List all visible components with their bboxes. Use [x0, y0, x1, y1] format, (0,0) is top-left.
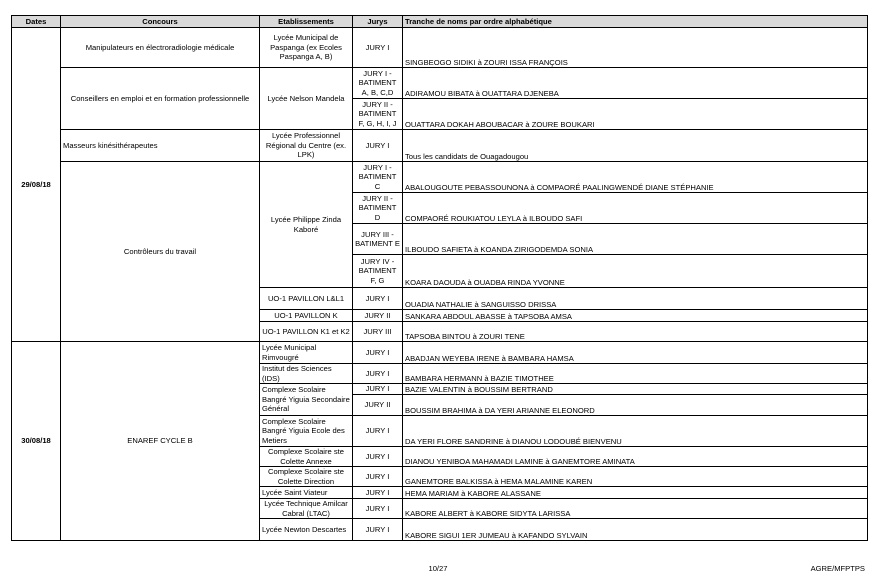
cell-jury: JURY II - BATIMENT D [353, 193, 403, 224]
header-row [12, 16, 868, 28]
cell-etablissement: Lycée Saint Viateur [260, 487, 353, 499]
cell-jury: JURY I [353, 28, 403, 68]
cell-tranche: KABORE SIGUI 1ER JUMEAU à KAFANDO SYLVAIN [403, 519, 868, 541]
cell-tranche: COMPAORÉ ROUKIATOU LEYLA à ILBOUDO SAFI [403, 193, 868, 224]
cell-date: 29/08/18 [12, 28, 61, 342]
cell-etablissement: Lycée Technique Amilcar Cabral (LTAC) [260, 499, 353, 519]
cell-jury: JURY I [353, 130, 403, 162]
cell-concours: Conseillers en emploi et en formation professionnelle [61, 68, 260, 130]
cell-tranche: KABORE ALBERT à KABORE SIDYTA LARISSA [403, 499, 868, 519]
cell-jury: JURY I [353, 416, 403, 447]
cell-jury: JURY I [353, 288, 403, 310]
cell-tranche: DA YERI FLORE SANDRINE à DIANOU LODOUBÉ BIENVENU [403, 416, 868, 447]
table-row [12, 28, 868, 68]
cell-jury: JURY IV - BATIMENT F, G [353, 255, 403, 288]
cell-jury: JURY II - BATIMENT F, G, H, I, J [353, 99, 403, 130]
table-row [12, 68, 868, 99]
cell-date: 30/08/18 [12, 342, 61, 541]
cell-tranche: KOARA DAOUDA à OUADBA RINDA YVONNE [403, 255, 868, 288]
header-etablissements: Etablissements [260, 16, 353, 28]
table-row [12, 162, 868, 193]
cell-etablissement: UO-1 PAVILLON K [260, 310, 353, 322]
cell-tranche: OUATTARA DOKAH ABOUBACAR à ZOURE BOUKARI [403, 99, 868, 130]
cell-tranche: TAPSOBA BINTOU à ZOURI TENE [403, 322, 868, 342]
cell-jury: JURY I [353, 447, 403, 467]
cell-etablissement: Complexe Scolaire ste Colette Annexe [260, 447, 353, 467]
cell-jury: JURY I [353, 519, 403, 541]
cell-tranche: SINGBEOGO SIDIKI à ZOURI ISSA FRANÇOIS [403, 28, 868, 68]
cell-etablissement: UO-1 PAVILLON L&L1 [260, 288, 353, 310]
cell-etablissement: Lycée Newton Descartes [260, 519, 353, 541]
cell-etablissement: Complexe Scolaire ste Colette Direction [260, 467, 353, 487]
cell-concours: Manipulateurs en électroradiologie médicale [61, 28, 260, 68]
table-body [12, 28, 868, 541]
cell-tranche: HEMA MARIAM à KABORE ALASSANE [403, 487, 868, 499]
cell-tranche: DIANOU YENIBOA MAHAMADI LAMINE à GANEMTORE AMINATA [403, 447, 868, 467]
cell-concours: Contrôleurs du travail [61, 162, 260, 342]
cell-jury: JURY I [353, 467, 403, 487]
cell-jury: JURY III [353, 322, 403, 342]
cell-concours: ENAREF CYCLE B [61, 342, 260, 541]
cell-jury: JURY I - BATIMENT C [353, 162, 403, 193]
cell-jury: JURY I [353, 499, 403, 519]
schedule-table [11, 15, 868, 541]
footer-source: AGRE/MFPTPS [810, 564, 865, 573]
page-number: 10/27 [428, 564, 448, 573]
cell-tranche: Tous les candidats de Ouagadougou [403, 130, 868, 162]
cell-jury: JURY III - BATIMENT E [353, 224, 403, 255]
cell-tranche: GANEMTORE BALKISSA à HEMA MALAMINE KAREN [403, 467, 868, 487]
cell-etablissement: Lycée Municipal Rimvougré [260, 342, 353, 364]
cell-tranche: ABADJAN WEYEBA IRENE à BAMBARA HAMSA [403, 342, 868, 364]
cell-etablissement: Complexe Scolaire Bangré Yiguia Ecole des Metiers [260, 416, 353, 447]
cell-etablissement: Lycée Municipal de Paspanga (ex Ecoles Paspanga A, B) [260, 28, 353, 68]
cell-etablissement: Lycée Nelson Mandela [260, 68, 353, 130]
cell-tranche: SANKARA ABDOUL ABASSE à TAPSOBA AMSA [403, 310, 868, 322]
cell-tranche: ILBOUDO SAFIETA à KOANDA ZIRIGODEMDA SONIA [403, 224, 868, 255]
table-row [12, 130, 868, 162]
cell-etablissement: Lycée Professionnel Régional du Centre (ex. LPK) [260, 130, 353, 162]
cell-etablissement: Lycée Philippe Zinda Kaboré [260, 162, 353, 288]
header-concours: Concours [61, 16, 260, 28]
header-dates: Dates [12, 16, 61, 28]
cell-jury: JURY I - BATIMENT A, B, C,D [353, 68, 403, 99]
cell-jury: JURY II [353, 310, 403, 322]
cell-tranche: BAMBARA HERMANN à BAZIE TIMOTHEE [403, 364, 868, 384]
table-row [12, 342, 868, 364]
cell-concours: Masseurs kinésithérapeutes [61, 130, 260, 162]
cell-jury: JURY II [353, 395, 403, 416]
cell-jury: JURY I [353, 487, 403, 499]
cell-etablissement: UO-1 PAVILLON K1 et K2 [260, 322, 353, 342]
cell-tranche: BAZIE VALENTIN à BOUSSIM BERTRAND [403, 384, 868, 395]
cell-jury: JURY I [353, 384, 403, 395]
cell-tranche: ADIRAMOU BIBATA à OUATTARA DJENEBA [403, 68, 868, 99]
header-tranche: Tranche de noms par ordre alphabétique [403, 16, 868, 28]
cell-jury: JURY I [353, 364, 403, 384]
cell-etablissement: Institut des Sciences (IDS) [260, 364, 353, 384]
cell-tranche: ABALOUGOUTE PEBASSOUNONA à COMPAORÉ PAALINGWENDÉ DIANE STÉPHANIE [403, 162, 868, 193]
cell-tranche: OUADIA NATHALIE à SANGUISSO DRISSA [403, 288, 868, 310]
cell-etablissement: Complexe Scolaire Bangré Yiguia Secondaire Général [260, 384, 353, 416]
header-jurys: Jurys [353, 16, 403, 28]
cell-tranche: BOUSSIM BRAHIMA à DA YERI ARIANNE ELEONORD [403, 395, 868, 416]
cell-jury: JURY I [353, 342, 403, 364]
